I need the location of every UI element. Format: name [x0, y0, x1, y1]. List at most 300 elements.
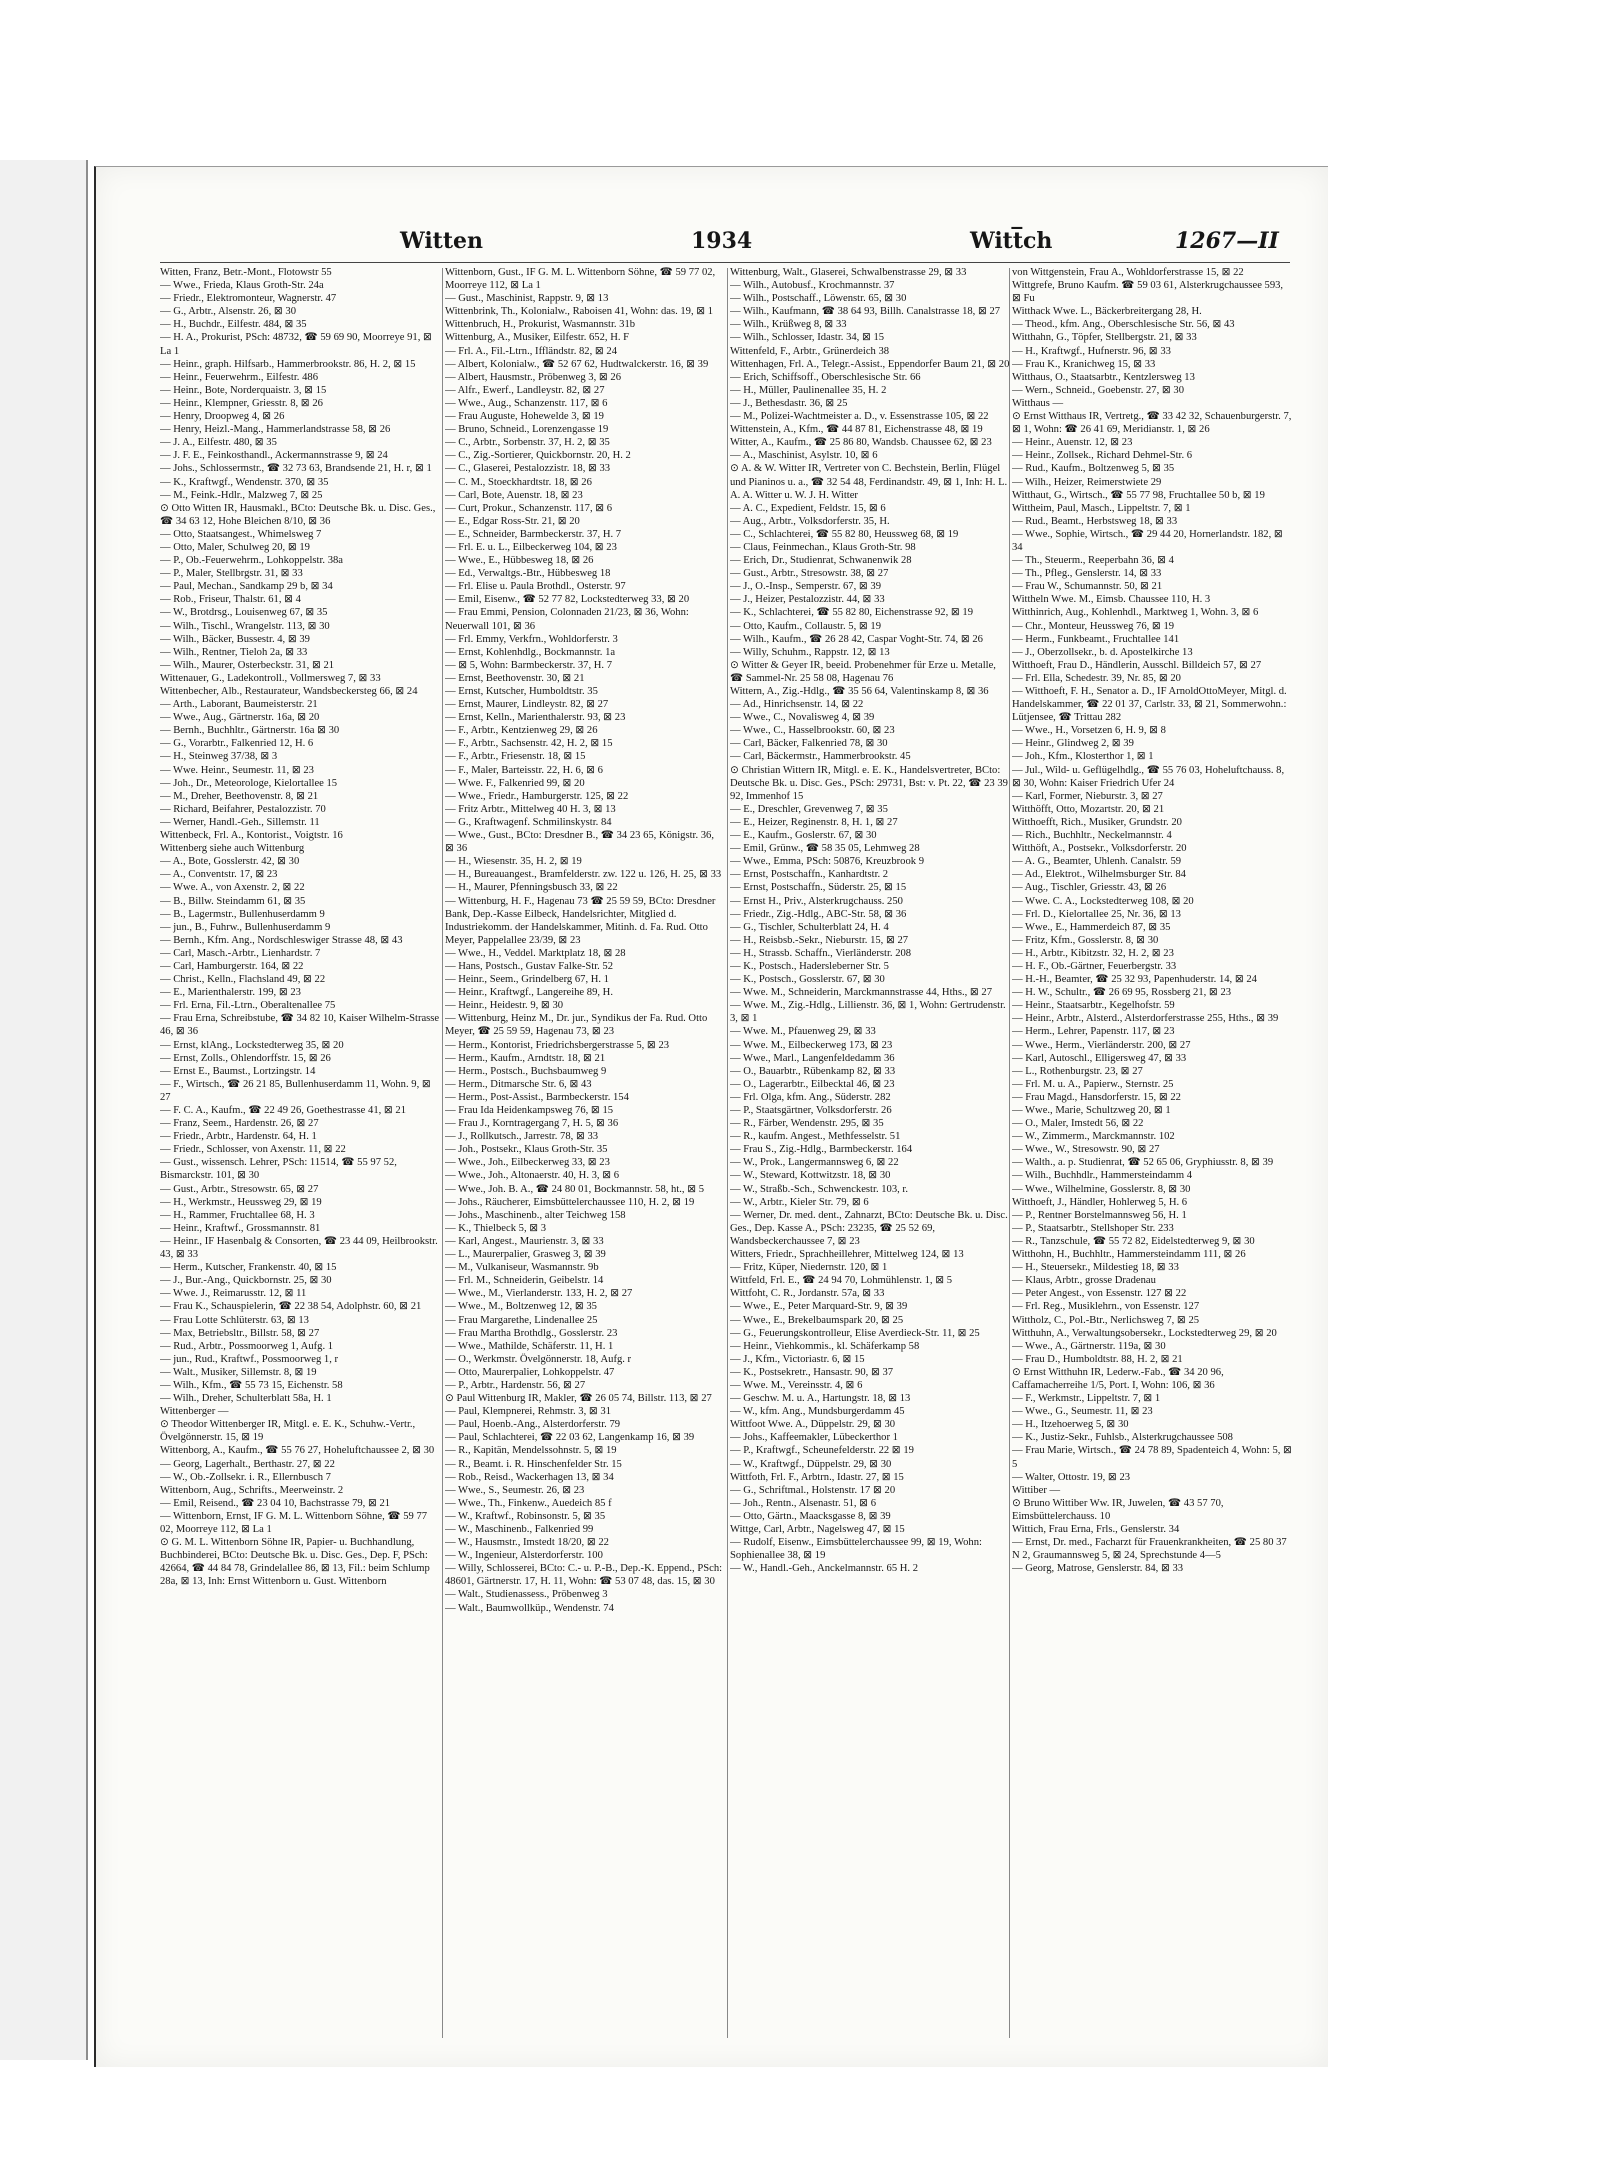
- directory-entry: — F., Arbtr., Friesenstr. 18, ⊠ 15: [445, 751, 586, 763]
- directory-entry: — Albert, Hausmstr., Pröbenweg 3, ⊠ 26: [445, 371, 622, 383]
- directory-entry: Wittenburg, Walt., Glaserei, Schwalbenstrasse 29, ⊠ 33: [730, 267, 967, 278]
- directory-entry: — M., Polizei-Wachtmeister a. D., v. Essenstrasse 105, ⊠ 22: [730, 411, 989, 423]
- directory-entry: — Christ., Kelln., Flachsland 49, ⊠ 22: [160, 974, 326, 986]
- directory-entry: — M., Vulkaniseur, Wasmannstr. 9b: [445, 1262, 599, 1274]
- directory-entry: — Ernst, Postschaffn., Süderstr. 25, ⊠ 15: [730, 882, 907, 894]
- directory-entry: Wittheln Wwe. M., Eimsb. Chaussee 110, H. 3: [1012, 594, 1211, 606]
- directory-entry: Wittenbruch, H., Prokurist, Wasmannstr. 31b: [445, 319, 636, 331]
- directory-entry: — G., Tischler, Schulterblatt 24, H. 4: [730, 921, 889, 933]
- directory-entry: — E., Marienthalerstr. 199, ⊠ 23: [160, 987, 301, 999]
- directory-entry: — Joh., Rentn., Alsenastr. 51, ⊠ 6: [730, 1497, 877, 1509]
- directory-entry: Wittgrefe, Bruno Kaufm. ☎ 59 03 61, Alsterkrugchaussee 593, ⊠ Fu: [1012, 280, 1284, 305]
- directory-entry: Wittenbecher, Alb., Restaurateur, Wandsbeckersteg 66, ⊠ 24: [160, 686, 418, 697]
- directory-entry: — J., Oberzollsekr., b. d. Apostelkirche 13: [1012, 646, 1193, 658]
- directory-entry: — Wilh., Buchhdlr., Hammersteindamm 4: [1012, 1170, 1193, 1182]
- directory-entry: — Wilh., Kfm., ☎ 55 73 15, Eichenstr. 58: [160, 1379, 343, 1391]
- directory-entry: — Karl, Former, Nieburstr. 3, ⊠ 27: [1012, 790, 1163, 802]
- directory-entry: — J., Bur.-Ang., Quickbornstr. 25, ⊠ 30: [160, 1275, 332, 1287]
- directory-entry: — J. F. E., Feinkosthandl., Ackermannstrasse 9, ⊠ 24: [160, 450, 388, 462]
- directory-entry: — Otto, Gärtn., Maacksgasse 8, ⊠ 39: [730, 1510, 891, 1522]
- directory-entry: — Paul, Hoenb.-Ang., Alsterdorferstr. 79: [445, 1419, 621, 1431]
- directory-entry: — Heinr., Staatsarbtr., Kegelhofstr. 59: [1012, 1000, 1175, 1012]
- directory-entry: — E., Schneider, Barmbeckerstr. 37, H. 7: [445, 528, 622, 540]
- page-number: 1267—II: [1175, 228, 1279, 254]
- directory-entry: ⊙ Witter & Geyer IR, beeid. Probenehmer für Erze u. Metalle, ☎ Sammel-Nr. 25 58 08, Hagenau 76: [730, 659, 996, 684]
- directory-entry: — W., Kraftwf., Robinsonstr. 5, ⊠ 35: [445, 1510, 606, 1522]
- directory-entry: — Wwe., Th., Finkenw., Auedeich 85 f: [445, 1497, 612, 1509]
- directory-entry: — W., Prok., Langermannsweg 6, ⊠ 22: [730, 1157, 899, 1169]
- directory-entry: — Frau S., Zig.-Hdlg., Barmbeckerstr. 164: [730, 1144, 913, 1156]
- directory-entry: — Herm., Lehrer, Papenstr. 117, ⊠ 23: [1012, 1026, 1175, 1038]
- directory-entry: — Paul, Mechan., Sandkamp 29 b, ⊠ 34: [160, 581, 333, 593]
- directory-entry: Wittenauer, G., Ladekontroll., Vollmersweg 7, ⊠ 33: [160, 672, 381, 684]
- directory-entry: — C., Zig.-Sortierer, Quickbornstr. 20, H. 2: [445, 450, 631, 462]
- header-name-left: Witten: [400, 228, 483, 254]
- directory-entry: — K., Kraftwgf., Wendenstr. 370, ⊠ 35: [160, 476, 329, 488]
- directory-entry: — A., Maschinist, Asylstr. 10, ⊠ 6: [730, 450, 878, 462]
- directory-entry: — Frau K., Kranichweg 15, ⊠ 33: [1012, 358, 1156, 370]
- directory-entry: — Wwe. J., Reimarusstr. 12, ⊠ 11: [160, 1288, 307, 1300]
- directory-entry: — B., Billw. Steindamm 61, ⊠ 35: [160, 895, 306, 907]
- directory-entry: — B., Lagermstr., Bullenhuserdamm 9: [160, 908, 325, 920]
- directory-entry: — Wwe., A., Gärtnerstr. 119a, ⊠ 30: [1012, 1340, 1166, 1352]
- directory-entry: — Wwe., E., Hübbesweg 18, ⊠ 26: [445, 555, 594, 567]
- directory-entry: — Otto, Maler, Schulweg 20, ⊠ 19: [160, 541, 310, 553]
- directory-entry: — Richard, Beifahrer, Pestalozzistr. 70: [160, 803, 326, 815]
- directory-entry: Wittenbrink, Th., Kolonialw., Raboisen 41, Wohn: das. 19, ⊠ 1: [445, 306, 714, 318]
- directory-entry: — Wwe., Mathilde, Schäferstr. 11, H. 1: [445, 1340, 614, 1352]
- directory-entry: — Walter, Ottostr. 19, ⊠ 23: [1012, 1471, 1131, 1483]
- directory-entry: — Joh., Kfm., Klosterthor 1, ⊠ 1: [1012, 751, 1154, 763]
- directory-entry: — Rob., Friseur, Thalstr. 61, ⊠ 4: [160, 594, 301, 606]
- directory-entry: — Herm., Post-Assist., Barmbeckerstr. 154: [445, 1091, 629, 1103]
- directory-entry: — Frau Auguste, Hohewelde 3, ⊠ 19: [445, 411, 604, 423]
- directory-entry: — Henry, Droopweg 4, ⊠ 26: [160, 411, 285, 423]
- directory-entry: — Wwe. Heinr., Seumestr. 11, ⊠ 23: [160, 764, 314, 776]
- directory-entry: — Carl, Masch.-Arbtr., Lienhardstr. 7: [160, 947, 321, 959]
- directory-entry: — Heinr., Bote, Norderquaistr. 3, ⊠ 15: [160, 384, 327, 396]
- directory-entry: — Johs., Maschinenb., alter Teichweg 158: [445, 1209, 626, 1221]
- directory-entry: — G., Kraftwagenf. Schmilinskystr. 84: [445, 816, 612, 828]
- directory-entry: — Wwe., E., Hammerdeich 87, ⊠ 35: [1012, 921, 1171, 933]
- directory-entry: Wittenberg siehe auch Wittenburg: [160, 843, 305, 855]
- directory-entry: — Wwe., H., Veddel. Marktplatz 18, ⊠ 28: [445, 947, 626, 959]
- directory-entry: — E., Kaufm., Goslerstr. 67, ⊠ 30: [730, 830, 877, 842]
- directory-entry: Witthoefft, Rich., Musiker, Grundstr. 20: [1012, 816, 1182, 828]
- directory-entry: — Emil, Reisend., ☎ 23 04 10, Bachstrasse 79, ⊠ 21: [160, 1497, 391, 1509]
- header-rule: [160, 262, 1290, 263]
- directory-entry: — Franz, Seem., Hardenstr. 26, ⊠ 27: [160, 1118, 319, 1130]
- directory-entry: — R., Beamt. i. R. Hinschenfelder Str. 15: [445, 1458, 622, 1470]
- directory-entry: — Claus, Feinmechan., Klaus Groth-Str. 98: [730, 541, 916, 553]
- directory-entry: — Wwe., Marie, Schultzweg 20, ⊠ 1: [1012, 1105, 1171, 1116]
- directory-entry: — M., Feink.-Hdlr., Malzweg 7, ⊠ 25: [160, 489, 323, 501]
- directory-entry: Wittfoth, Frl. F., Arbtrn., Idastr. 27, ⊠ 15: [730, 1471, 904, 1483]
- directory-entry: — Wittenborn, Ernst, IF G. M. L. Wittenborn Söhne, ☎ 59 77 02, Moorreye 112, ⊠ La 1: [160, 1510, 428, 1535]
- directory-entry: Witthöfft, Otto, Mozartstr. 20, ⊠ 21: [1012, 803, 1165, 815]
- page-header: [305, 228, 1305, 258]
- directory-entry: — Carl, Bäcker, Falkenried 78, ⊠ 30: [730, 738, 888, 750]
- directory-entry: — Wilh., Postschaff., Löwenstr. 65, ⊠ 30: [730, 293, 907, 305]
- directory-entry: Wittenfeld, F., Arbtr., Grünerdeich 38: [730, 345, 890, 357]
- directory-entry: — Wittenburg, Heinz M., Dr. jur., Syndikus der Fa. Rud. Otto Meyer, ☎ 25 59 59, Hagenau 73, ⊠ 23: [445, 1013, 708, 1038]
- directory-entry: — W., Straßb.-Sch., Schwenckestr. 103, r.: [730, 1183, 909, 1195]
- directory-entry: Wittenborn, Aug., Schrifts., Meerweinstr. 2: [160, 1484, 344, 1496]
- directory-entry: — O., Werkmstr. Övelgönnerstr. 18, Aufg. r: [445, 1353, 632, 1365]
- directory-entry: — Herm., Funkbeamt., Fruchtallee 141: [1012, 633, 1180, 645]
- directory-entry: — Wwe. M., Eilbeckerweg 173, ⊠ 23: [730, 1039, 893, 1051]
- directory-entry: — Heinr., graph. Hilfsarb., Hammerbrookstr. 86, H. 2, ⊠ 15: [160, 358, 416, 370]
- directory-entry: — Wwe., C., Novalisweg 4, ⊠ 39: [730, 712, 875, 724]
- directory-entry: ⊙ Christian Wittern IR, Mitgl. e. E. K., Handelsvertreter, BCto: Deutsche Bk. u. Disc. Ges., PSch: 29731, Bst: v. Pt. 22, ☎ 23 39 92, Immenhof 15: [730, 764, 1008, 802]
- directory-entry: — Ernst, Beethovenstr. 30, ⊠ 21: [445, 672, 585, 684]
- directory-entry: — Frl. E. u. L., Eilbeckerweg 104, ⊠ 23: [445, 541, 617, 553]
- directory-entry: Wittholz, C., Pol.-Btr., Nerlichsweg 7, ⊠ 25: [1012, 1314, 1200, 1326]
- directory-entry: — J., Heizer, Pestalozzistr. 44, ⊠ 33: [730, 594, 885, 606]
- directory-entry: — Carl, Bote, Auenstr. 18, ⊠ 23: [445, 489, 583, 501]
- directory-entry: — Heinr., Feuerwehrm., Eilfestr. 486: [160, 371, 318, 383]
- directory-entry: — Hans, Postsch., Gustav Falke-Str. 52: [445, 960, 614, 972]
- directory-entry: — Rud., Arbtr., Possmoorweg 1, Aufg. 1: [160, 1340, 334, 1352]
- directory-entry: Witthaut, G., Wirtsch., ☎ 55 77 98, Fruchtallee 50 b, ⊠ 19: [1012, 489, 1265, 501]
- directory-entry: — Aug., Tischler, Griesstr. 43, ⊠ 26: [1012, 882, 1167, 894]
- directory-entry: — Joh., Postsekr., Klaus Groth-Str. 35: [445, 1144, 608, 1156]
- directory-entry: — Frau Marie, Wirtsch., ☎ 24 78 89, Spadenteich 4, Wohn: 5, ⊠ 5: [1012, 1445, 1292, 1470]
- directory-entry: ⊙ Theodor Wittenberger IR, Mitgl. e. E. K., Schuhw.-Vertr., Övelgönnerstr. 15, ⊠ 19: [160, 1419, 416, 1444]
- directory-entry: — H., Reisbsb.-Sekr., Nieburstr. 15, ⊠ 27: [730, 934, 909, 946]
- directory-entry: — W., Zimmerm., Marckmannstr. 102: [1012, 1131, 1175, 1143]
- directory-entry: Wittiber —: [1012, 1484, 1061, 1496]
- directory-entry: — Heinr., Zollsek., Richard Dehmel-Str. 6: [1012, 450, 1193, 462]
- directory-entry: — E., Edgar Ross-Str. 21, ⊠ 20: [445, 515, 580, 527]
- directory-entry: Wittfeld, Frl. E., ☎ 24 94 70, Lohmühlenstr. 1, ⊠ 5: [730, 1275, 953, 1287]
- directory-entry: — Walt., Musiker, Sillemstr. 8, ⊠ 19: [160, 1366, 317, 1378]
- directory-entry: — Wwe., Frieda, Klaus Groth-Str. 24a: [160, 280, 324, 292]
- directory-entry: — Fritz Arbtr., Mittelweg 40 H. 3, ⊠ 13: [445, 803, 616, 815]
- directory-entry: — Paul, Schlachterei, ☎ 22 03 62, Langenkamp 16, ⊠ 39: [445, 1432, 695, 1444]
- directory-entry: — Wilh., Schlosser, Idastr. 34, ⊠ 15: [730, 332, 885, 344]
- header-name-right: Witt̅ch: [970, 228, 1053, 254]
- directory-entry: Witthahn, G., Töpfer, Stellbergstr. 21, ⊠ 33: [1012, 332, 1197, 344]
- directory-entry: — P., Arbtr., Hardenstr. 56, ⊠ 27: [445, 1379, 586, 1391]
- directory-entry: — Theod., kfm. Ang., Oberschlesische Str. 56, ⊠ 43: [1012, 319, 1235, 331]
- directory-entry: — Karl, Angest., Maurienstr. 3, ⊠ 33: [445, 1235, 604, 1247]
- directory-entry: — Max, Betriebsltr., Billstr. 58, ⊠ 27: [160, 1327, 320, 1339]
- directory-entry: — Peter Angest., von Essenstr. 127 ⊠ 22: [1012, 1288, 1187, 1300]
- directory-entry: — H., Wiesenstr. 35, H. 2, ⊠ 19: [445, 856, 582, 868]
- directory-entry: — C. M., Stoeckhardtstr. 18, ⊠ 26: [445, 476, 592, 488]
- directory-entry: — R., Färber, Wendenstr. 295, ⊠ 35: [730, 1118, 884, 1130]
- directory-entry: — Wwe., H., Vorsetzen 6, H. 9, ⊠ 8: [1012, 725, 1166, 737]
- directory-entry: — Paul, Klempnerei, Rehmstr. 3, ⊠ 31: [445, 1406, 611, 1418]
- directory-entry: Wittenborn, Gust., IF G. M. L. Wittenborn Söhne, ☎ 59 77 02, Moorreye 112, ⊠ La 1: [445, 267, 716, 292]
- directory-entry: ⊙ Ernst Witthaus IR, Vertretg., ☎ 33 42 32, Schauenburgerstr. 7, ⊠ 1, Wohn: ☎ 26 41 69, Meridianstr. 1, ⊠ 26: [1012, 411, 1292, 436]
- directory-entry: — Friedr., Zig.-Hdlg., ABC-Str. 58, ⊠ 36: [730, 908, 907, 920]
- directory-entry: — Frl. Reg., Musiklehrn., von Essenstr. 127: [1012, 1301, 1200, 1313]
- directory-entry: — Wwe., Joh., Altonaerstr. 40, H. 3, ⊠ 6: [445, 1170, 620, 1182]
- directory-entry: — W., Hausmstr., Imstedt 18/20, ⊠ 22: [445, 1537, 609, 1549]
- directory-entry: — Otto, Staatsangest., Whimelsweg 7: [160, 528, 322, 540]
- directory-entry: — Wwe. M., Schneiderin, Marckmannstrasse 44, Hths., ⊠ 27: [730, 987, 993, 999]
- directory-entry: — Ernst, Kelln., Marienthalerstr. 93, ⊠ 23: [445, 712, 626, 724]
- directory-entry: — L., Rothenburgstr. 23, ⊠ 27: [1012, 1065, 1143, 1077]
- directory-entry: — Wern., Schneid., Goebenstr. 27, ⊠ 30: [1012, 384, 1185, 396]
- directory-entry: — O., Maler, Imstedt 56, ⊠ 22: [1012, 1118, 1144, 1130]
- directory-entry: — Herm., Ditmarsche Str. 6, ⊠ 43: [445, 1078, 592, 1090]
- directory-entry: — Herm., Kontorist, Friedrichsbergerstrasse 5, ⊠ 23: [445, 1039, 670, 1051]
- directory-entry: — Heinr., Seem., Grindelberg 67, H. 1: [445, 974, 609, 986]
- directory-entry: — P., Rentner Borstelmannsweg 56, H. 1: [1012, 1209, 1187, 1221]
- directory-entry: — Walt., Studienassess., Pröbenweg 3: [445, 1589, 608, 1601]
- directory-entry: — W., kfm. Ang., Mundsburgerdamm 45: [730, 1406, 905, 1418]
- directory-entry: — Frau Emmi, Pension, Colonnaden 21/23, ⊠ 36, Wohn: Neuerwall 101, ⊠ 36: [445, 607, 689, 632]
- directory-entry: — Ernst, Dr. med., Facharzt für Frauenkrankheiten, ☎ 25 80 37 N 2, Graumannsweg 5, ⊠ 24, Sprechstunde 4—5: [1012, 1537, 1287, 1562]
- directory-entry: — ⊠ 5, Wohn: Barmbeckerstr. 37, H. 7: [445, 659, 613, 671]
- directory-entry: — Wwe., Aug., Gärtnerstr. 16a, ⊠ 20: [160, 712, 320, 724]
- directory-entry: — Frau K., Schauspielerin, ☎ 22 38 54, Adolphstr. 60, ⊠ 21: [160, 1301, 422, 1313]
- directory-entry: — Alfr., Ewerf., Landleystr. 82, ⊠ 27: [445, 384, 605, 396]
- directory-entry: — G., Vorarbtr., Falkenried 12, H. 6: [160, 738, 314, 750]
- directory-entry: ⊙ Paul Wittenburg IR, Makler, ☎ 26 05 74, Billstr. 113, ⊠ 27: [445, 1393, 712, 1405]
- directory-entry: ⊙ Bruno Wittiber Ww. IR, Juwelen, ☎ 43 57 70, Eimsbüttelerchauss. 10: [1012, 1497, 1224, 1522]
- directory-entry: — J., Bethesdastr. 36, ⊠ 25: [730, 397, 848, 409]
- directory-entry: — Otto, Kaufm., Collaustr. 5, ⊠ 19: [730, 620, 882, 632]
- directory-entry: Wittenburg, A., Musiker, Eilfestr. 652, H. F: [445, 332, 630, 344]
- directory-entry: — F. C. A., Kaufm., ☎ 22 49 26, Goethestrasse 41, ⊠ 21: [160, 1105, 407, 1116]
- directory-entry: Witthuhn, A., Verwaltungsobersekr., Lockstedterweg 29, ⊠ 20: [1012, 1327, 1277, 1339]
- directory-entry: — Herm., Kaufm., Arndtstr. 18, ⊠ 21: [445, 1052, 606, 1064]
- directory-entry: Witten, Franz, Betr.-Mont., Flotowstr 55: [160, 267, 332, 278]
- directory-entry: — Ernst, Zolls., Ohlendorffstr. 15, ⊠ 26: [160, 1052, 331, 1064]
- directory-entry: — C., Arbtr., Sorbenstr. 37, H. 2, ⊠ 35: [445, 437, 610, 449]
- directory-entry: — P., Staatsgärtner, Volksdorferstr. 26: [730, 1105, 892, 1116]
- directory-entry: — Wilh., Krüßweg 8, ⊠ 33: [730, 319, 847, 331]
- directory-entry: — Wittenburg, H. F., Hagenau 73 ☎ 25 59 59, BCto: Dresdner Bank, Dep.-Kasse Eilbeck, Handelsrichter, Mitglied d. Industriekomm. der Handelskammer, Mitinh. d. Fa. Rud. Otto Meyer, Pappelallee 23/39, ⊠ 23: [445, 895, 716, 946]
- directory-entry: — Rud., Beamt., Herbstsweg 18, ⊠ 33: [1012, 515, 1178, 527]
- directory-entry: — Frl. Emmy, Verkfrn., Wohldorferstr. 3: [445, 633, 618, 645]
- directory-entry: — Ernst, Kohlenhdlg., Bockmannstr. 1a: [445, 646, 616, 658]
- directory-entry: — Wwe., Sophie, Wirtsch., ☎ 29 44 20, Hornerlandstr. 182, ⊠ 34: [1012, 528, 1283, 553]
- directory-entry: — Wwe., G., Seumestr. 11, ⊠ 23: [1012, 1406, 1153, 1418]
- directory-entry: ⊙ A. & W. Witter IR, Vertreter von C. Bechstein, Berlin, Flügel und Pianinos u. a., ☎ 32 54 48, Ferdinandstr. 49, ⊠ 1, Inh: H. L. A. A. Witter u. W. J. H. Witter: [730, 463, 1008, 501]
- directory-entry: Wittenhagen, Frl. A., Telegr.-Assist., Eppendorfer Baum 21, ⊠ 20: [730, 358, 1010, 370]
- directory-entry: — Ad., Elektrot., Wilhelmsburger Str. 84: [1012, 869, 1186, 881]
- directory-entry: — Gust., Arbtr., Stresowstr. 38, ⊠ 27: [730, 568, 889, 580]
- directory-entry: — Wilh., Kaufm., ☎ 26 28 42, Caspar Voght-Str. 74, ⊠ 26: [730, 633, 983, 645]
- directory-entry: — Frau W., Schumannstr. 50, ⊠ 21: [1012, 581, 1163, 593]
- directory-entry: — H., Maurer, Pfenningsbusch 33, ⊠ 22: [445, 882, 618, 894]
- directory-entry: — Johs., Schlossermstr., ☎ 32 73 63, Brandsende 21, H. r, ⊠ 1: [160, 463, 432, 475]
- directory-entry: Witthöft, A., Postsekr., Volksdorferstr. 20: [1012, 843, 1187, 855]
- directory-entry: — C., Glaserei, Pestalozzistr. 18, ⊠ 33: [445, 463, 611, 475]
- directory-entry: — Joh., Dr., Meteorologe, Kielortallee 15: [160, 777, 338, 789]
- directory-entry: — Wwe., M., Vierlanderstr. 133, H. 2, ⊠ 27: [445, 1288, 633, 1300]
- directory-entry: — Arth., Laborant, Baumeisterstr. 21: [160, 699, 318, 711]
- directory-entry: Witthaus —: [1012, 397, 1064, 409]
- directory-entry: — Henry, Heizl.-Mang., Hammerlandstrasse 58, ⊠ 26: [160, 424, 391, 436]
- directory-entry: — F., Werkmstr., Lippeltstr. 7, ⊠ 1: [1012, 1393, 1161, 1405]
- directory-entry: — Werner, Handl.-Geh., Sillemstr. 11: [160, 816, 320, 828]
- directory-entry: — Erich, Dr., Studienrat, Schwanenwik 28: [730, 555, 912, 567]
- directory-entry: — Frl. Ella, Schedestr. 39, Nr. 85, ⊠ 20: [1012, 672, 1181, 684]
- directory-entry: — Ernst H., Priv., Alsterkrugchauss. 250: [730, 895, 903, 907]
- directory-entry: — Frau Magd., Hansdorferstr. 15, ⊠ 22: [1012, 1091, 1181, 1103]
- directory-entry: — Frau Lotte Schlüterstr. 63, ⊠ 13: [160, 1314, 309, 1326]
- directory-entry: — Wwe., Emma, PSch: 50876, Kreuzbrook 9: [730, 856, 924, 868]
- directory-entry: ⊙ Ernst Witthuhn IR, Lederw.-Fab., ☎ 34 20 96, Caffamacherreihe 1/5, Port. I, Wohn: 106, ⊠ 36: [1012, 1366, 1224, 1391]
- directory-entry: — J., O.-Insp., Semperstr. 67, ⊠ 39: [730, 581, 882, 593]
- directory-entry: — Wilh., Rentner, Tieloh 2a, ⊠ 33: [160, 646, 308, 658]
- directory-entry: — Fritz, Küper, Niedernstr. 120, ⊠ 1: [730, 1262, 888, 1274]
- directory-entry: — W., Ingenieur, Alsterdorferstr. 100: [445, 1550, 603, 1562]
- directory-entry: — Wwe., Joh., Eilbeckerweg 33, ⊠ 23: [445, 1157, 610, 1169]
- directory-entry: — Friedr., Schlosser, von Axenstr. 11, ⊠ 22: [160, 1144, 346, 1156]
- directory-entry: — W., Ob.-Zollsekr. i. R., Ellernbusch 7: [160, 1471, 331, 1483]
- directory-entry: — Karl, Autoschl., Elligersweg 47, ⊠ 33: [1012, 1052, 1187, 1064]
- directory-entry: — Heinr., Auenstr. 12, ⊠ 23: [1012, 437, 1133, 449]
- directory-column-1: [160, 266, 440, 2036]
- directory-entry: — Curt, Prokur., Schanzenstr. 117, ⊠ 6: [445, 502, 613, 514]
- column-separator: [727, 268, 728, 2038]
- directory-entry: — Th., Pfleg., Genslerstr. 14, ⊠ 33: [1012, 568, 1162, 580]
- directory-entry: — Frl. Olga, kfm. Ang., Süderstr. 282: [730, 1091, 891, 1103]
- directory-entry: — J., Rollkutsch., Jarrestr. 78, ⊠ 33: [445, 1131, 599, 1143]
- directory-entry: — Wwe. A., von Axenstr. 2, ⊠ 22: [160, 882, 305, 894]
- directory-entry: — Wilh., Maurer, Osterbeckstr. 31, ⊠ 21: [160, 659, 335, 671]
- directory-entry: — Rudolf, Eisenw., Eimsbüttelerchaussee 99, ⊠ 19, Wohn: Sophienallee 38, ⊠ 19: [730, 1537, 982, 1562]
- directory-entry: — K., Postsch., Hadersleberner Str. 5: [730, 960, 889, 972]
- directory-entry: — Wilh., Tischl., Wrangelstr. 113, ⊠ 30: [160, 620, 330, 632]
- directory-entry: ⊙ G. M. L. Wittenborn Söhne IR, Papier- u. Buchhandlung, Buchbinderei, BCto: Deutsche Bk. u. Disc. Ges., Dep. F, PSch: 42664, ☎ 44 84 78, Grindelallee 86, ⊠ 13, Fil.: beim Schlump 28a, ⊠ 13, Inh: Ernst Wittenborn u. Gust. Wittenborn: [160, 1537, 430, 1588]
- directory-entry: — F., Arbtr., Sachsenstr. 42, H. 2, ⊠ 15: [445, 738, 613, 750]
- directory-entry: Witthack Wwe. L., Bäckerbreitergang 28, H.: [1012, 306, 1202, 318]
- directory-column-2: [445, 266, 725, 2036]
- directory-entry: — Wwe., Friedr., Hamburgerstr. 125, ⊠ 22: [445, 790, 629, 802]
- directory-entry: — Ernst, Kutscher, Humboldtstr. 35: [445, 686, 598, 697]
- directory-entry: — R., Tanzschule, ☎ 55 72 82, Eidelstedterweg 9, ⊠ 30: [1012, 1235, 1255, 1247]
- directory-entry: — P., Maler, Stellbrgstr. 31, ⊠ 33: [160, 568, 303, 580]
- directory-entry: — W., Arbtr., Kieler Str. 79, ⊠ 6: [730, 1196, 869, 1208]
- directory-entry: — Georg, Matrose, Genslerstr. 84, ⊠ 33: [1012, 1563, 1184, 1575]
- directory-entry: — Georg, Lagerhalt., Berthastr. 27, ⊠ 22: [160, 1458, 335, 1470]
- directory-entry: — Heinr., Heidestr. 9, ⊠ 30: [445, 1000, 564, 1012]
- directory-entry: — Ernst, Postschaffn., Kanhardtstr. 2: [730, 869, 889, 881]
- directory-entry: — Witthoeft, F. H., Senator a. D., IF ArnoldOttoMeyer, Mitgl. d. Handelskammer, ☎ 22 01 37, Carlstr. 33, ⊠ 21, Sommerwohn.: Lütjensee, ☎ Trittau 282: [1012, 686, 1287, 724]
- directory-entry: — R., Kapitän, Mendelssohnstr. 5, ⊠ 19: [445, 1445, 617, 1457]
- directory-entry: — Walt., Baumwollküp., Wendenstr. 74: [445, 1602, 614, 1614]
- directory-entry: — K., Schlachterei, ☎ 55 82 80, Eichenstrasse 92, ⊠ 19: [730, 607, 974, 619]
- directory-entry: — P., Staatsarbtr., Stellshoper Str. 233: [1012, 1222, 1174, 1234]
- directory-entry: — A. G., Beamter, Uhlenh. Canalstr. 59: [1012, 856, 1182, 868]
- directory-entry: — H., Kraftwgf., Hufnerstr. 96, ⊠ 33: [1012, 345, 1171, 357]
- directory-entry: — Frau D., Humboldtstr. 88, H. 2, ⊠ 21: [1012, 1353, 1183, 1365]
- directory-entry: — Heinr., Kraftwgf., Langereihe 89, H.: [445, 987, 613, 999]
- directory-entry: — W., Kraftwgf., Düppelstr. 29, ⊠ 30: [730, 1458, 892, 1470]
- directory-entry: — Heinr., Glindweg 2, ⊠ 39: [1012, 738, 1134, 750]
- directory-entry: — W., Brotdrsg., Louisenweg 67, ⊠ 35: [160, 607, 328, 619]
- column-separator: [442, 268, 443, 2038]
- directory-entry: — Erich, Schiffsoff., Oberschlesische Str. 66: [730, 371, 921, 383]
- directory-entry: — E., Heizer, Reginenstr. 8, H. 1, ⊠ 27: [730, 816, 898, 828]
- directory-entry: — Wwe., Aug., Schanzenstr. 117, ⊠ 6: [445, 397, 608, 409]
- directory-entry: — Emil, Eisenw., ☎ 52 77 82, Lockstedterweg 33, ⊠ 20: [445, 594, 690, 606]
- directory-entry: — Otto, Maurerpalier, Lohkoppelstr. 47: [445, 1366, 615, 1378]
- directory-entry: — Bernh., Kfm. Ang., Nordschleswiger Strasse 48, ⊠ 43: [160, 934, 403, 946]
- directory-entry: — Wwe. M., Pfauenweg 29, ⊠ 33: [730, 1026, 876, 1038]
- directory-entry: — P., Ob.-Feuerwehrm., Lohkoppelstr. 38a: [160, 555, 344, 567]
- directory-entry: — H.-H., Beamter, ☎ 25 32 93, Papenhuderstr. 14, ⊠ 24: [1012, 974, 1257, 986]
- directory-entry: — L., Maurerpalier, Grasweg 3, ⊠ 39: [445, 1249, 606, 1261]
- directory-entry: Wittge, Carl, Arbtr., Nagelsweg 47, ⊠ 15: [730, 1524, 905, 1535]
- directory-entry: — Werner, Dr. med. dent., Zahnarzt, BCto: Deutsche Bk. u. Disc. Ges., Dep. Kasse A., PSch: 23235, ☎ 25 52 69, Wandsbeckerchaussee 7, ⊠ 23: [730, 1209, 1008, 1247]
- directory-entry: — Friedr., Arbtr., Hardenstr. 64, H. 1: [160, 1131, 317, 1143]
- directory-entry: ⊙ Otto Witten IR, Hausmakl., BCto: Deutsche Bk. u. Disc. Ges., ☎ 34 63 12, Hohe Bleichen 8/10, ⊠ 36: [160, 502, 436, 527]
- directory-entry: — Walth., a. p. Studienrat, ☎ 52 65 06, Gryphiusstr. 8, ⊠ 39: [1012, 1157, 1274, 1169]
- directory-entry: Wittenstein, A., Kfm., ☎ 44 87 81, Eichenstrasse 48, ⊠ 19: [730, 424, 983, 436]
- directory-entry: — F., Arbtr., Kentzienweg 29, ⊠ 26: [445, 725, 598, 737]
- directory-entry: — E., Dreschler, Grevenweg 7, ⊠ 35: [730, 803, 888, 815]
- directory-entry: — H., Arbtr., Kibitzstr. 32, H. 2, ⊠ 23: [1012, 947, 1174, 959]
- directory-entry: — Wwe., Herm., Vierländerstr. 200, ⊠ 27: [1012, 1039, 1191, 1051]
- directory-entry: Wittheim, Paul, Masch., Lippeltstr. 7, ⊠ 1: [1012, 502, 1191, 514]
- directory-entry: — Wwe., C., Hasselbrookstr. 60, ⊠ 23: [730, 725, 895, 737]
- directory-entry: Wittern, A., Zig.-Hdlg., ☎ 35 56 64, Valentinskamp 8, ⊠ 36: [730, 686, 989, 697]
- directory-entry: — Wwe., M., Boltzenweg 12, ⊠ 35: [445, 1301, 597, 1313]
- directory-entry: — Frl. M. u. A., Papierw., Sternstr. 25: [1012, 1078, 1174, 1090]
- directory-entry: — H. F., Ob.-Gärtner, Feuerbergstr. 33: [1012, 960, 1177, 972]
- directory-entry: — O., Bauarbtr., Rübenkamp 82, ⊠ 33: [730, 1065, 896, 1077]
- directory-entry: — Rud., Kaufm., Boltzenweg 5, ⊠ 35: [1012, 463, 1175, 475]
- directory-entry: — Herm., Postsch., Buchsbaumweg 9: [445, 1065, 607, 1077]
- directory-entry: — Frau Margarethe, Lindenallee 25: [445, 1314, 598, 1326]
- directory-entry: Wittenborg, A., Kaufm., ☎ 55 76 27, Hoheluftchaussee 2, ⊠ 30: [160, 1445, 435, 1457]
- directory-entry: — Jul., Wild- u. Geflügelhdlg., ☎ 55 76 03, Hoheluftchauss. 8, ⊠ 30, Wohn: Kaiser Friedrich Ufer 24: [1012, 764, 1285, 789]
- directory-entry: — F., Wirtsch., ☎ 26 21 85, Bullenhuserdamm 11, Wohn. 9, ⊠ 27: [160, 1078, 431, 1103]
- directory-entry: — H., Steuersekr., Mildestieg 18, ⊠ 33: [1012, 1262, 1179, 1274]
- directory-entry: — Rich., Buchhltr., Neckelmannstr. 4: [1012, 830, 1172, 842]
- directory-entry: — Wilh., Bäcker, Bussestr. 4, ⊠ 39: [160, 633, 310, 645]
- directory-entry: — Wilh., Heizer, Reimerstwiete 29: [1012, 476, 1162, 488]
- directory-entry: — G., Arbtr., Alsenstr. 26, ⊠ 30: [160, 306, 297, 318]
- directory-entry: — K., Postsch., Gosslerstr. 67, ⊠ 30: [730, 974, 885, 986]
- directory-entry: — H., Werkmstr., Heussweg 29, ⊠ 19: [160, 1196, 322, 1208]
- directory-entry: — H., Steinweg 37/38, ⊠ 3: [160, 751, 278, 763]
- directory-entry: — Aug., Arbtr., Volksdorferstr. 35, H.: [730, 515, 890, 527]
- directory-entry: — H., Müller, Paulinenallee 35, H. 2: [730, 384, 887, 396]
- directory-entry: — J. A., Eilfestr. 480, ⊠ 35: [160, 437, 277, 449]
- directory-entry: — Carl, Bäckermstr., Hammerbrookstr. 45: [730, 751, 911, 763]
- directory-entry: Wittenbeck, Frl. A., Kontorist., Voigtstr. 16: [160, 830, 343, 842]
- directory-entry: — H., Rammer, Fruchtallee 68, H. 3: [160, 1209, 315, 1221]
- directory-entry: — H., Strassb. Schaffn., Vierländerstr. 208: [730, 947, 912, 959]
- directory-entry: — Emil, Grünw., ☎ 58 35 05, Lehmweg 28: [730, 843, 920, 855]
- directory-entry: — K., Thielbeck 5, ⊠ 3: [445, 1222, 547, 1234]
- directory-entry: Witters, Friedr., Sprachheillehrer, Mittelweg 124, ⊠ 13: [730, 1249, 964, 1261]
- directory-entry: — Gust., wissensch. Lehrer, PSch: 11514, ☎ 55 97 52, Bismarckstr. 101, ⊠ 30: [160, 1157, 397, 1182]
- directory-entry: — Johs., Kaffeemakler, Lübeckerthor 1: [730, 1432, 898, 1444]
- directory-entry: — Ed., Verwaltgs.-Btr., Hübbesweg 18: [445, 568, 611, 580]
- directory-entry: — Wilh., Autobusf., Krochmannstr. 37: [730, 280, 895, 292]
- directory-entry: — Frl. Erna, Fil.-Ltrn., Oberaltenallee 75: [160, 1000, 336, 1012]
- directory-entry: — G., Schriftmal., Holstenstr. 17 ⊠ 20: [730, 1484, 896, 1496]
- directory-entry: — Frau J., Korntragergang 7, H. 5, ⊠ 36: [445, 1118, 619, 1130]
- directory-entry: — Wwe., Marl., Langenfeldedamm 36: [730, 1052, 895, 1064]
- directory-entry: — G., Feuerungskontrolleur, Elise Averdieck-Str. 11, ⊠ 25: [730, 1327, 980, 1339]
- directory-column-3: [730, 266, 1010, 2036]
- directory-entry: — Wilh., Kaufmann, ☎ 38 64 93, Billh. Canalstrasse 18, ⊠ 27: [730, 306, 1001, 318]
- directory-entry: — Herm., Kutscher, Frankenstr. 40, ⊠ 15: [160, 1262, 337, 1274]
- directory-entry: — Frl. Elise u. Paula Brothdl., Osterstr. 97: [445, 581, 626, 593]
